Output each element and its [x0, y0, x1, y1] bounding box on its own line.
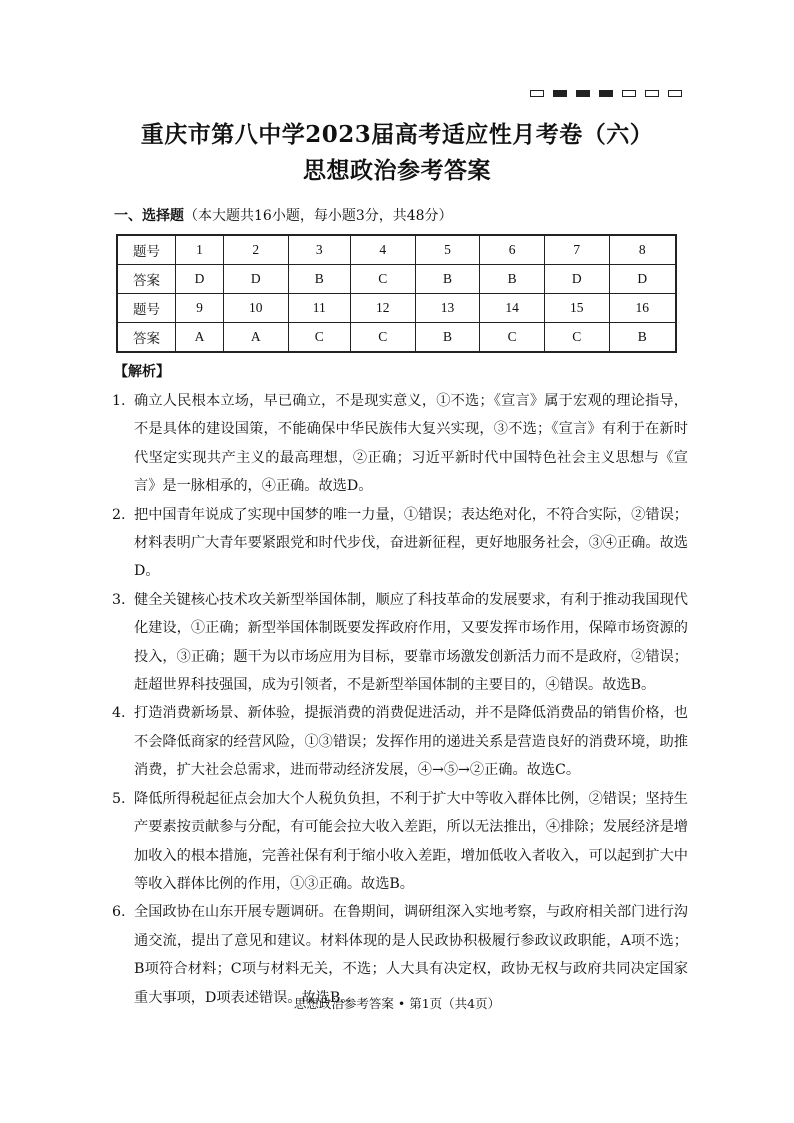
section-name: 一、选择题: [114, 208, 184, 224]
table-row: [117, 235, 676, 265]
analysis-item: [112, 699, 688, 784]
table-row: [117, 323, 676, 353]
table-cell: C: [288, 323, 350, 353]
corner-mark-2: [553, 90, 567, 97]
table-cell: D: [609, 265, 676, 294]
analysis-item-number: 2.: [112, 506, 126, 523]
analysis-heading: 【解析】: [114, 364, 170, 380]
analysis-list: [112, 387, 688, 1012]
analysis-item: [112, 785, 688, 899]
page-footer: 思想政治参考答案 • 第1页（共4页）: [293, 996, 501, 1011]
section-note: （本大题共16小题，每小题3分，共48分）: [184, 208, 453, 224]
table-cell: A: [223, 323, 288, 353]
analysis-item-text: 把中国青年说成了实现中国梦的唯一力量，①错误；表达绝对化，不符合实际，②错误；材料表明广大青年要紧跟党和时代步伐，奋进新征程，更好地服务社会，③④正确。故选D。: [134, 506, 688, 580]
analysis-item-text: 确立人民根本立场，早已确立，不是现实意义，①不选；《宣言》属于宏观的理论指导，不是具体的建设国策，不能确保中华民族伟大复兴实现，③不选；《宣言》有利于在新时代坚定实现共产主义的最高理想，②正确；习近平新时代中国特色社会主义思想与《宣言》是一脉相承的，④正确。故选D。: [134, 393, 688, 495]
corner-mark-5: [622, 90, 636, 97]
analysis-item-text: 降低所得税起征点会加大个人税负负担，不利于扩大中等收入群体比例，②错误；坚持生产要素按贡献参与分配，有可能会拉大收入差距，所以无法推出，④排除；发展经济是增加收入的根本措施，完善社保有利于缩小收入差距，增加低收入者收入，可以起到扩大中等收入群体比例的作用，①③正确。故选B。: [134, 790, 688, 892]
table-cell: 4: [350, 235, 415, 265]
table-cell: 3: [288, 235, 350, 265]
analysis-item: [112, 387, 688, 501]
table-cell: D: [223, 265, 288, 294]
table-cell: D: [544, 265, 609, 294]
table-cell: 1: [176, 235, 224, 265]
table-cell: 5: [415, 235, 480, 265]
table-cell: B: [480, 265, 545, 294]
table-cell: 11: [288, 294, 350, 323]
table-cell: 7: [544, 235, 609, 265]
table-cell: C: [350, 265, 415, 294]
analysis-item-number: 1.: [112, 393, 126, 409]
table-cell: 8: [609, 235, 676, 265]
table-row-header: 题号: [117, 294, 176, 323]
table-cell: B: [609, 323, 676, 353]
answer-table: [116, 234, 677, 353]
analysis-item: [112, 501, 688, 586]
corner-mark-1: [530, 90, 544, 97]
table-cell: C: [350, 323, 415, 353]
table-cell: 9: [176, 294, 224, 323]
analysis-item-text: 打造消费新场景、新体验，提振消费的消费促进活动，并不是降低消费品的销售价格，也不会降低商家的经营风险，①③错误；发挥作用的递进关系是营造良好的消费环境，助推消费，扩大社会总需求，进而带动经济发展，④→⑤→②正确。故选C。: [134, 705, 688, 779]
table-cell: 14: [480, 294, 545, 323]
analysis-item-number: 6.: [112, 904, 126, 921]
table-cell: C: [480, 323, 545, 353]
analysis-item-number: 4.: [112, 705, 126, 722]
table-cell: A: [176, 323, 224, 353]
table-cell: 10: [223, 294, 288, 323]
table-row-header: 答案: [117, 265, 176, 294]
analysis-item-text: 健全关键核心技术攻关新型举国体制，顺应了科技革命的发展要求，有利于推动我国现代化建设，①正确；新型举国体制既要发挥政府作用，又要发挥市场作用，保障市场资源的投入，③正确；题干为以市场应用为目标，要靠市场激发创新活力而不是政府，②错误；赶超世界科技强国，成为引领者，不是新型举国体制的主要目的，④错误。故选B。: [134, 591, 688, 694]
corner-mark-4: [599, 90, 613, 97]
table-cell: D: [176, 265, 224, 294]
analysis-item-number: 3.: [112, 591, 126, 608]
table-cell: B: [415, 265, 480, 294]
table-cell: B: [415, 323, 480, 353]
table-row: [117, 265, 676, 294]
exam-subtitle: 思想政治参考答案: [303, 157, 491, 184]
table-cell: B: [288, 265, 350, 294]
analysis-item: [112, 586, 688, 700]
section-heading: [114, 205, 453, 225]
corner-mark-3: [576, 90, 590, 97]
corner-mark-7: [668, 90, 682, 97]
table-cell: C: [544, 323, 609, 353]
table-cell: 2: [223, 235, 288, 265]
table-cell: 12: [350, 294, 415, 323]
table-row: [117, 294, 676, 323]
table-cell: 13: [415, 294, 480, 323]
corner-marks: [530, 90, 682, 97]
corner-mark-6: [645, 90, 659, 97]
analysis-item-text: 全国政协在山东开展专题调研。在鲁期间，调研组深入实地考察，与政府相关部门进行沟通交流，提出了意见和建议。材料体现的是人民政协积极履行参政议政职能，A项不选；B项符合材料；C项与材料无关，不选；人大具有决定权，政协无权与政府共同决定国家重大事项，D项表述错误。故选B。: [134, 904, 688, 1006]
table-row-header: 答案: [117, 323, 176, 353]
table-cell: 15: [544, 294, 609, 323]
table-row-header: 题号: [117, 235, 176, 265]
analysis-item-number: 5.: [112, 790, 126, 807]
table-cell: 16: [609, 294, 676, 323]
table-cell: 6: [480, 235, 545, 265]
exam-title: 重庆市第八中学2023届高考适应性月考卷（六）: [140, 121, 654, 148]
